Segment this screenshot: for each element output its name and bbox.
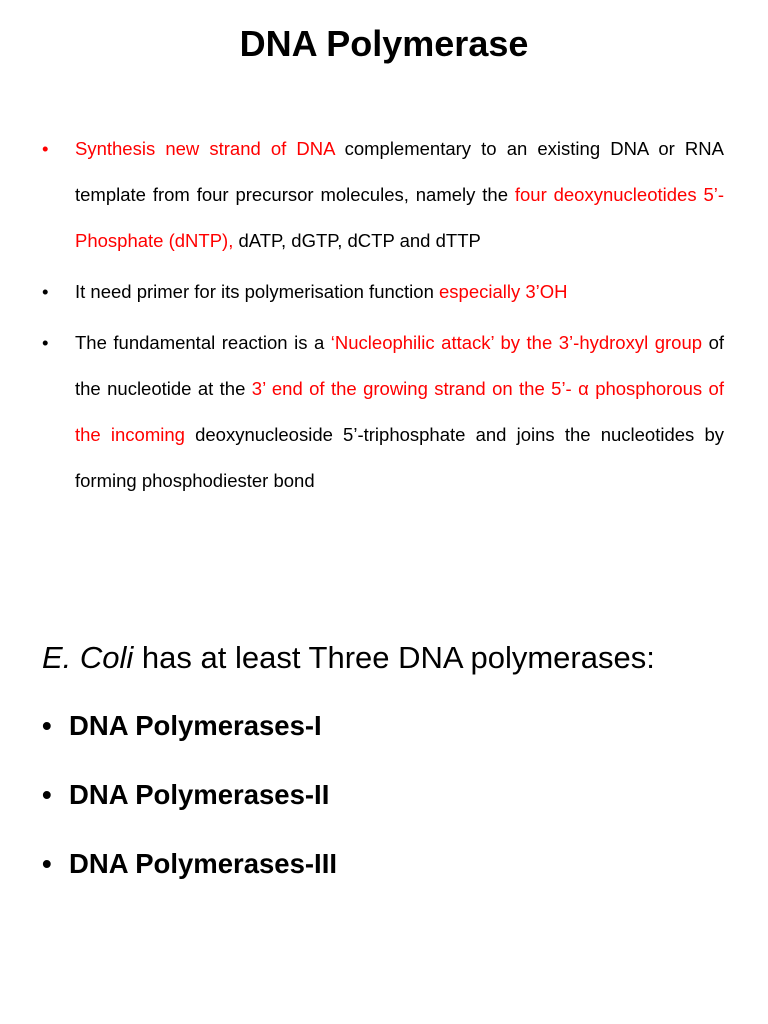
bullet-reaction-strand-highlight: 3’ end of the growing strand on the 5’- α phosphorous of the incoming: [75, 378, 724, 445]
bullet-marker: •: [42, 779, 52, 810]
bullet-marker: •: [42, 710, 52, 741]
bullet-reaction-nucleophilic-highlight: ‘Nucleophilic attack’ by the 3’-hydroxyl group: [330, 332, 703, 353]
polymerase-label: DNA Polymerases-II: [69, 779, 330, 810]
bullet-reaction-intro: The fundamental reaction is a: [75, 332, 331, 353]
polymerase-list: [42, 704, 337, 911]
bullet-reaction-end: deoxynucleoside 5’-triphosphate and joins the nucleotides by forming phosphodiester bond: [75, 424, 724, 491]
ecoli-heading: [42, 636, 655, 680]
bullet-marker: •: [42, 332, 49, 353]
bullet-synthesis: [42, 126, 724, 264]
bullet-marker: •: [42, 848, 52, 879]
ecoli-name: E. Coli: [42, 640, 134, 675]
bullet-reaction-middle: of the nucleotide at the: [75, 332, 724, 399]
bullet-marker: •: [42, 281, 49, 302]
bullet-primer-text: It need primer for its polymerisation function: [75, 281, 439, 302]
polymerase-item-3: [42, 842, 337, 886]
bullet-synthesis-text: complementary to an existing DNA or RNA template from four precursor molecules, namely the: [75, 138, 724, 205]
bullet-primer-highlight: especially 3’OH: [439, 281, 568, 302]
page-title: DNA Polymerase: [239, 23, 529, 64]
bullet-reaction: [42, 320, 724, 504]
bullet-primer: [42, 269, 724, 315]
polymerase-item-1: [42, 704, 337, 748]
polymerase-item-2: [42, 773, 337, 817]
bullet-marker: •: [42, 138, 49, 159]
description-bullet-list: [42, 126, 724, 509]
bullet-synthesis-dntp-list: dATP, dGTP, dCTP and dTTP: [233, 230, 481, 251]
bullet-synthesis-dntp-highlight: four deoxynucleotides 5’-Phosphate (dNTP),: [75, 184, 724, 251]
ecoli-heading-text: has at least Three DNA polymerases:: [133, 640, 655, 675]
polymerase-label: DNA Polymerases-III: [69, 848, 337, 879]
polymerase-label: DNA Polymerases-I: [69, 710, 322, 741]
bullet-synthesis-highlight: Synthesis new strand of DNA: [75, 138, 335, 159]
